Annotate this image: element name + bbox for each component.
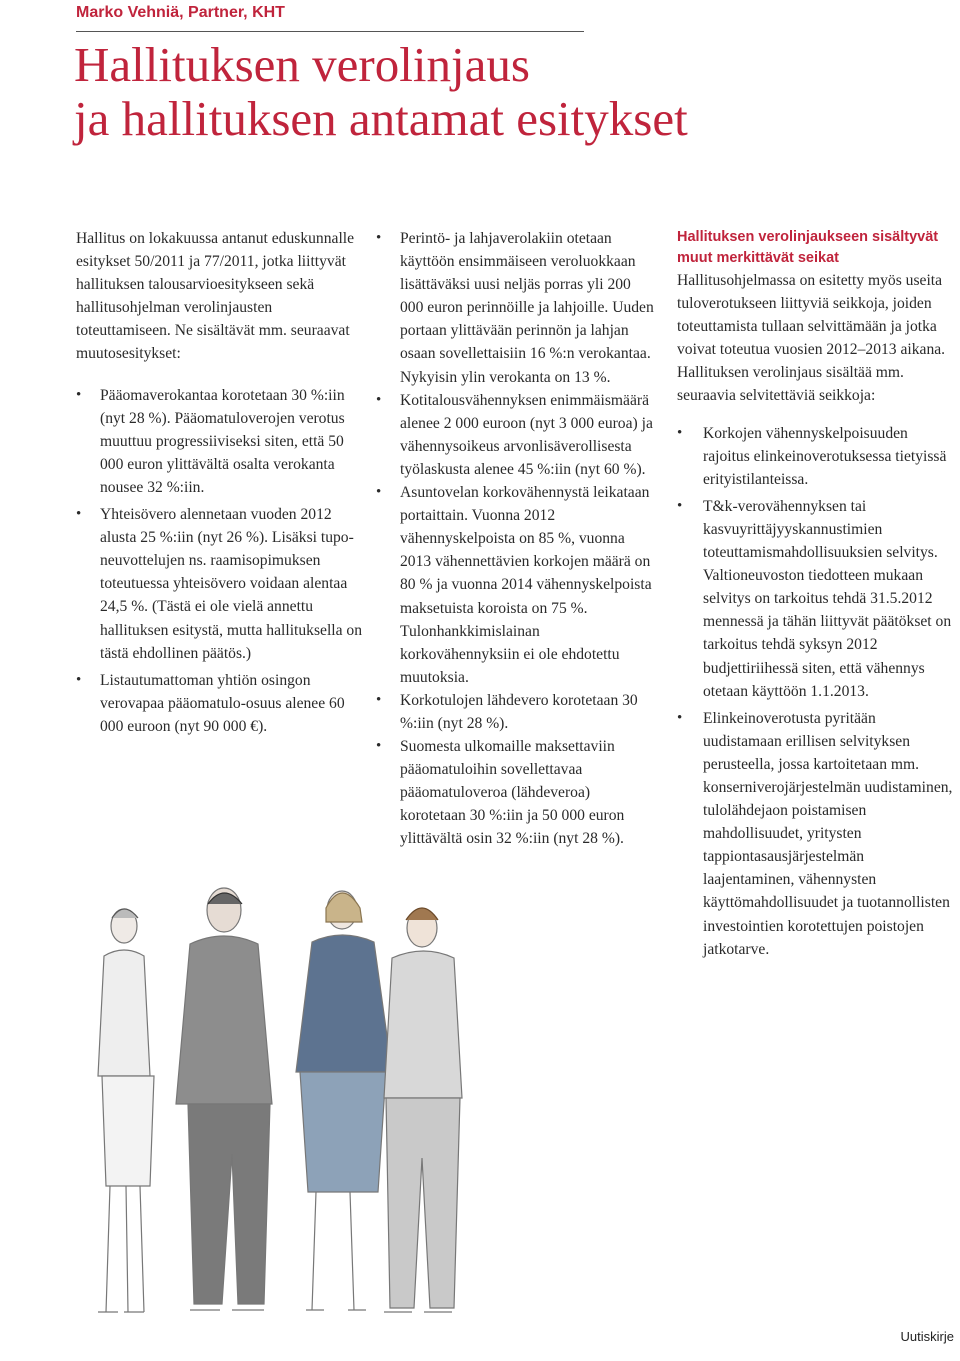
person-4-figure — [384, 908, 462, 1312]
list-item: • Kotitalousvähennyksen enimmäismäärä alenee 2 000 euroon (nyt 3 000 euroa) ja vähennysoikeus arvonlisäverollisesta työlaskusta alenee 45 %:iin (nyt 60 %). — [376, 389, 654, 481]
list-item: • Listautumattoman yhtiön osingon verovapaa pääomatulo-osuus alenee 60 000 euroon (nyt 90 000 €). — [76, 669, 368, 738]
list-item: • T&k-verovähennyksen tai kasvuyrittäjyyskannustimien toteuttamismahdollisuuksien selvitys. Valtioneuvoston tiedotteen mukaan selvitys on tarkoitus tehdä 31.5.2012 mennessä ja tähän liittyvät päätökset on tarkoitus tehdä syksyn 2012 budjettiriihessä siten, että vähennys otetaan käyttöön 1.1.2013. — [677, 495, 953, 703]
intro-paragraph: Hallitus on lokakuussa antanut eduskunnalle esitykset 50/2011 ja 77/2011, jotka liittyvät hallituksen talousarvioesitykseen sekä hallitusohjelman verolinjausten toteuttamiseen. Ne sisältävät mm. seuraavat muutosesitykset: — [76, 230, 355, 363]
business-people-illustration — [80, 870, 660, 1330]
list-item: • Korkotulojen lähdevero korotetaan 30 %:iin (nyt 28 %). — [376, 689, 654, 735]
list-item: • Suomesta ulkomaille maksettaviin pääomatuloihin sovellettavaa pääomatuloveroa (lähdeveroa) korotetaan 30 %:iin ja 50 000 euron ylittävältä osin 32 %:iin (nyt 28 %). — [376, 735, 654, 850]
page-title — [74, 38, 894, 146]
author-byline: Marko Vehniä, Partner, KHT — [76, 4, 285, 21]
list-item: • Asuntovelan korkovähennystä leikataan portaittain. Vuonna 2012 vähennyskelpoista on 85 %, vuonna 2013 vähennettävien korkojen määrä on 80 % ja vuonna 2014 vähennyskelpoista maksetuista koroista on 75 %. Tulonhankkimislainan korkovähennyksiin ei ole ehdotettu muutoksia. — [376, 481, 654, 689]
title-line-1: Hallituksen verolinjaus — [74, 37, 530, 92]
footer-label: Uutiskirje — [900, 1329, 954, 1344]
list-item: • Pääomaverokantaa korotetaan 30 %:iin (nyt 28 %). Pääomatuloverojen verotus muuttuu progressiiviseksi siten, että 50 000 euron ylittävältä osalta verokanta nousee 32 %:iin. — [76, 384, 368, 499]
other-items-list — [677, 422, 953, 961]
title-line-2: ja hallituksen antamat esitykset — [74, 91, 688, 146]
column-1 — [76, 227, 368, 742]
list-item: • Elinkeinoverotusta pyritään uudistamaan erillisen selvityksen perusteella, jossa kartoitetaan mm. konserniverojärjestelmän uudistaminen, tulolähdejaon poistamisen mahdollisuudet, yritysten tappiontasausjärjestelmän laajentaminen, vähennysten käyttömahdollisuudet ja tuotannollisten investointien korotettujen poistojen jatkotarve. — [677, 707, 953, 961]
person-2-figure — [176, 888, 272, 1310]
section-heading: Hallituksen verolinjaukseen sisältyvät muut merkittävät seikat — [677, 229, 939, 266]
proposal-list — [76, 384, 368, 738]
list-item: • Korkojen vähennyskelpoisuuden rajoitus elinkeinoverotuksessa tietyissä erityistilanteissa. — [677, 422, 953, 491]
section-intro: Hallitusohjelmassa on esitetty myös useita tuloverotukseen liittyviä seikkoja, joiden toteuttamista tullaan selvittämään ja jotka voivat toteutua vuosien 2012–2013 aikana. Hallituksen verolinjaus sisältää mm. seuraavia selvitettäviä seikkoja: — [677, 272, 946, 405]
list-item: • Perintö- ja lahjaverolakiin otetaan käyttöön ensimmäiseen veroluokkaan lisättäväksi uusi neljäs porras yli 200 000 euron perinnöille ja lahjoille. Uuden portaan ylittävään perinnön ja lahjan osaan sovellettaisiin 16 %:n verokantaa. Nykyisin ylin verokanta on 13 %. — [376, 227, 654, 389]
column-2 — [376, 227, 654, 851]
list-item: • Yhteisövero alennetaan vuoden 2012 alusta 25 %:iin (nyt 26 %). Lisäksi tupo-neuvottelujen ns. raamisopimuksen toteutuessa yhteisövero voidaan alentaa 24,5 %. (Tästä ei ole vielä annettu hallituksen esitystä, mutta hallituksella on tästä ehdollinen päätös.) — [76, 503, 368, 665]
person-3-figure — [296, 891, 392, 1310]
column-3 — [677, 227, 953, 965]
header-divider — [76, 31, 584, 32]
person-1-figure — [98, 909, 154, 1312]
proposal-list-continued — [376, 227, 654, 851]
